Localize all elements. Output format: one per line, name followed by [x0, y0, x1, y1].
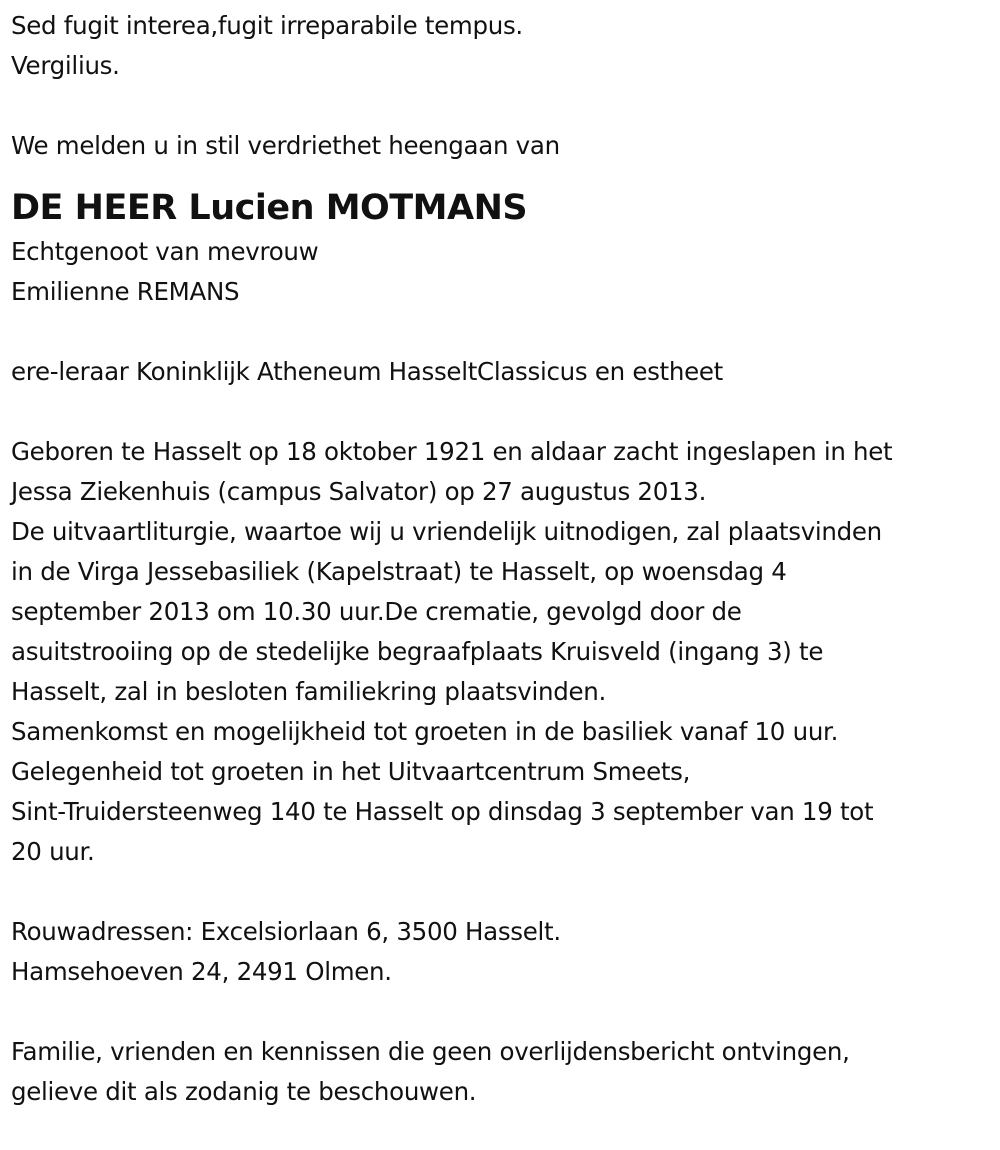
details-line: september 2013 om 10.30 uur.De crematie, gevolgd door de	[11, 597, 742, 626]
address-line-2: Hamsehoeven 24, 2491 Olmen.	[11, 957, 392, 986]
spouse-line-2: Emilienne REMANS	[11, 277, 240, 306]
spacer	[11, 872, 989, 912]
details-line: Hasselt, zal in besloten familiekring plaatsvinden.	[11, 677, 606, 706]
spacer	[11, 312, 989, 352]
details-line: 20 uur.	[11, 837, 95, 866]
deceased-name: DE HEER Lucien MOTMANS	[11, 188, 528, 228]
spacer	[11, 392, 989, 432]
details-block	[11, 432, 989, 872]
spouse-line-1: Echtgenoot van mevrouw	[11, 237, 319, 266]
details-line: Jessa Ziekenhuis (campus Salvator) op 27 augustus 2013.	[11, 477, 707, 506]
deceased-description: ere-leraar Koninklijk Atheneum HasseltClassicus en estheet	[11, 357, 723, 386]
details-line: Sint-Truidersteenweg 140 te Hasselt op dinsdag 3 september van 19 tot	[11, 797, 874, 826]
closing-line-1: Familie, vrienden en kennissen die geen overlijdensbericht ontvingen,	[11, 1037, 850, 1066]
details-line: Gelegenheid tot groeten in het Uitvaartcentrum Smeets,	[11, 757, 691, 786]
details-line: Samenkomst en mogelijkheid tot groeten in de basiliek vanaf 10 uur.	[11, 717, 839, 746]
details-line: Geboren te Hasselt op 18 oktober 1921 en aldaar zacht ingeslapen in het	[11, 437, 893, 466]
details-line: in de Virga Jessebasiliek (Kapelstraat) te Hasselt, op woensdag 4	[11, 557, 787, 586]
quote-author: Vergilius.	[11, 51, 120, 80]
details-line: De uitvaartliturgie, waartoe wij u vriendelijk uitnodigen, zal plaatsvinden	[11, 517, 882, 546]
spacer	[11, 86, 989, 126]
spacer	[11, 992, 989, 1032]
quote-text: Sed fugit interea,fugit irreparabile tempus.	[11, 11, 523, 40]
address-line-1: Rouwadressen: Excelsiorlaan 6, 3500 Hasselt.	[11, 917, 561, 946]
closing-line-2: gelieve dit als zodanig te beschouwen.	[11, 1077, 477, 1106]
intro-text: We melden u in stil verdriethet heengaan van	[11, 131, 560, 160]
details-line: asuitstrooiing op de stedelijke begraafplaats Kruisveld (ingang 3) te	[11, 637, 824, 666]
